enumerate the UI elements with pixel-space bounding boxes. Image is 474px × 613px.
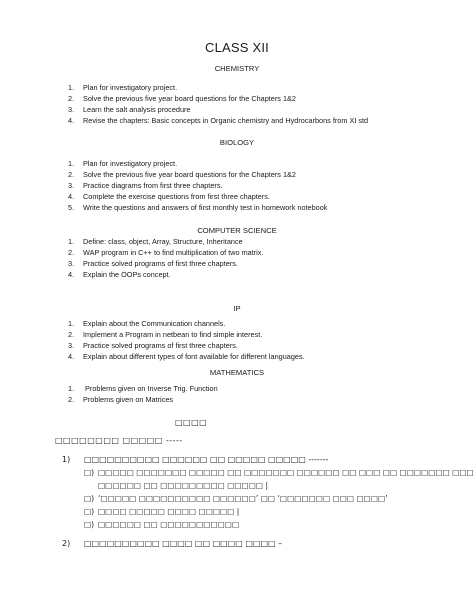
list-item: 1. Define: class, object, Array, Structure, Inheritance bbox=[68, 237, 243, 246]
biology-list bbox=[68, 158, 327, 213]
list-item: 2. Solve the previous five year board questions for the Chapters 1&2 bbox=[68, 94, 296, 103]
list-item: 2. WAP program in C++ to find multiplication of two matrix. bbox=[68, 248, 264, 257]
section-heading-biology: BIOLOGY bbox=[219, 138, 255, 147]
list-item: 4. Revise the chapters: Basic concepts in Organic chemistry and Hydrocarbons from XI std bbox=[68, 116, 369, 125]
list-item: 2) □□□□□□□□□□ □□□□ □□ □□□□ □□□□ – bbox=[62, 539, 283, 548]
list-item: 3. Practice diagrams from first three chapters. bbox=[68, 181, 223, 190]
list-item: 5. Write the questions and answers of first monthly test in homework notebook bbox=[68, 203, 328, 212]
list-item: □) ‘□□□□□ □□□□□□□□□□ □□□□□□’ □□ ‘□□□□□□□ □□□ □□□□’ bbox=[84, 494, 388, 503]
list-item: 3. Practice solved programs of first three chapters. bbox=[68, 259, 238, 268]
chemistry-list bbox=[68, 82, 368, 126]
section-heading-mathematics: MATHEMATICS bbox=[209, 368, 265, 377]
document-title: CLASS XII bbox=[205, 40, 269, 55]
list-item: 1. Plan for investigatory project. bbox=[68, 159, 178, 168]
list-item: 2. Implement a Program in netbean to find simple interest. bbox=[68, 330, 263, 339]
hindi-list-2 bbox=[62, 538, 282, 550]
list-item: 3. Learn the salt analysis procedure bbox=[68, 105, 191, 114]
list-item: 4. Complete the exercise questions from first three chapters. bbox=[68, 192, 270, 201]
list-item: 1) □□□□□□□□□□ □□□□□□ □□ □□□□□ □□□□□ ------- bbox=[62, 455, 329, 464]
list-item: 1. Problems given on Inverse Trig. Function bbox=[68, 384, 218, 393]
list-item: □) □□□□ □□□□□ □□□□ □□□□□ | bbox=[84, 507, 240, 516]
hindi-sub-list bbox=[84, 468, 474, 533]
section-heading-hindi: □□□□ bbox=[175, 418, 208, 427]
list-item: □□□□□□ □□ □□□□□□□□□ □□□□□ | bbox=[98, 481, 269, 490]
list-item: □) □□□□□□ □□ □□□□□□□□□□□ bbox=[84, 520, 240, 529]
list-item: 2. Problems given on Matrices bbox=[68, 395, 174, 404]
ip-list bbox=[68, 318, 305, 362]
mathematics-list bbox=[68, 383, 218, 405]
section-heading-ip: IP bbox=[233, 304, 241, 313]
list-item: 4. Explain about different types of font available for different languages. bbox=[68, 352, 305, 361]
section-heading-chemistry: CHEMISTRY bbox=[214, 64, 260, 73]
list-item: 1. Plan for investigatory project. bbox=[68, 83, 178, 92]
hindi-subheading: □□□□□□□□ □□□□□ ----- bbox=[55, 436, 183, 445]
list-item: 2. Solve the previous five year board questions for the Chapters 1&2 bbox=[68, 170, 296, 179]
list-item: □) □□□□□ □□□□□□□ □□□□□ □□ □□□□□□□ □□□□□□ □□ □□□ □□ □□□□□□□ □□□ bbox=[84, 468, 474, 477]
section-heading-computer-science: COMPUTER SCIENCE bbox=[197, 226, 277, 235]
list-item: 4. Explain the OOPs concept. bbox=[68, 270, 171, 279]
computer-science-list bbox=[68, 236, 263, 280]
list-item: 1. Explain about the Communication channels. bbox=[68, 319, 226, 328]
hindi-list-1 bbox=[62, 454, 329, 466]
list-item: 3. Practice solved programs of first three chapters. bbox=[68, 341, 238, 350]
